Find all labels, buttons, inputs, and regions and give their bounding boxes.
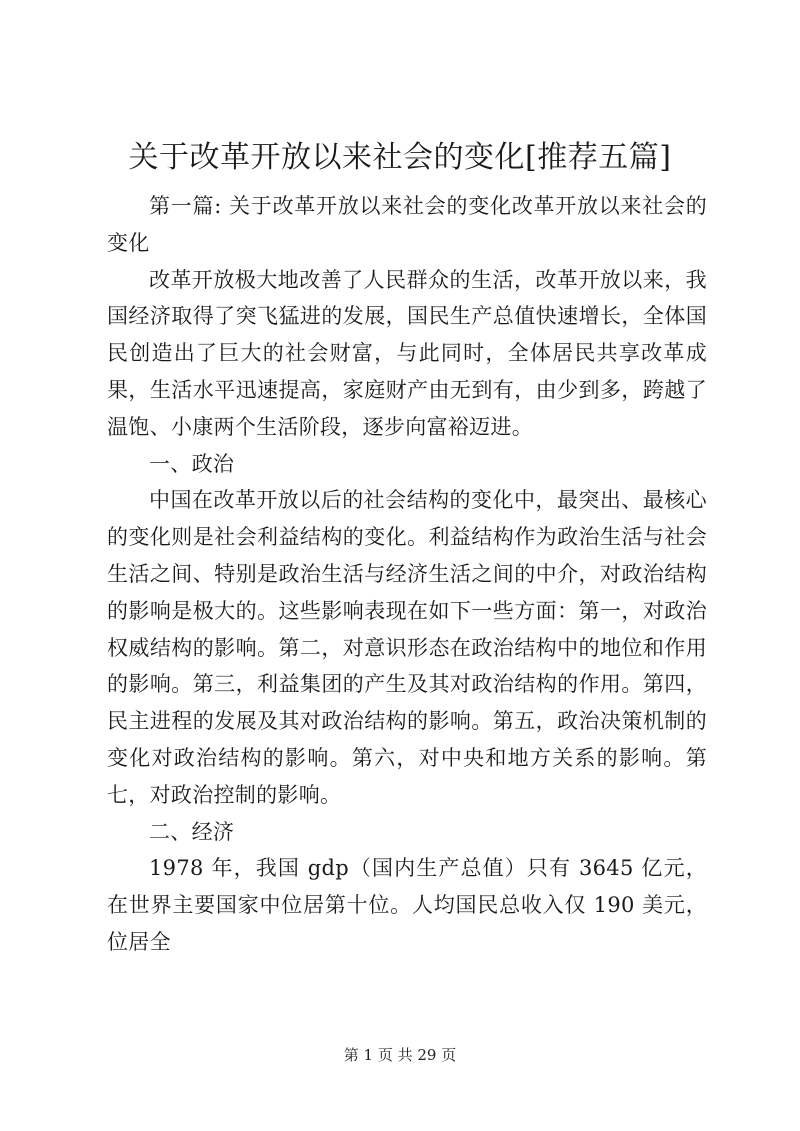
paragraph-politics: 中国在改革开放以后的社会结构的变化中，最突出、最核心的变化则是社会利益结构的变化。利益结构作为政治生活与社会生活之间、特别是政治生活与经济生活之间的中介，对政治结构的影响是极大的。这些影响表现在如下一些方面：第一，对政治权威结构的影响。第二，对意识形态在政治结构中的地位和作用的影响。第三，利益集团的产生及其对政治结构的作用。第四，民主进程的发展及其对政治结构的影响。第五，政治决策机制的变化对政治结构的影响。第六，对中央和地方关系的影响。第七，对政治控制的影响。 <box>107 488 707 807</box>
page-footer: 第 1 页 共 29 页 <box>343 1046 457 1064</box>
document-title: 关于改革开放以来社会的变化[推荐五篇] <box>128 140 672 175</box>
section-heading-economy: 二、经济 <box>149 819 235 844</box>
section-heading-politics: 一、政治 <box>149 451 235 476</box>
paragraph-economy: 1978 年，我国 gdp（国内生产总值）只有 3645 亿元，在世界主要国家中位居第十位。人均国民总收入仅 190 美元，位居全 <box>107 856 707 954</box>
document-body <box>107 188 707 961</box>
paragraph-intro: 改革开放极大地改善了人民群众的生活，改革开放以来，我国经济取得了突飞猛进的发展，国民生产总值快速增长，全体国民创造出了巨大的社会财富，与此同时，全体居民共享改革成果，生活水平迅速提高，家庭财产由无到有，由少到多，跨越了温饱、小康两个生活阶段，逐步向富裕迈进。 <box>107 267 707 439</box>
paragraph-heading-first: 第一篇: 关于改革开放以来社会的变化改革开放以来社会的变化 <box>107 194 707 255</box>
